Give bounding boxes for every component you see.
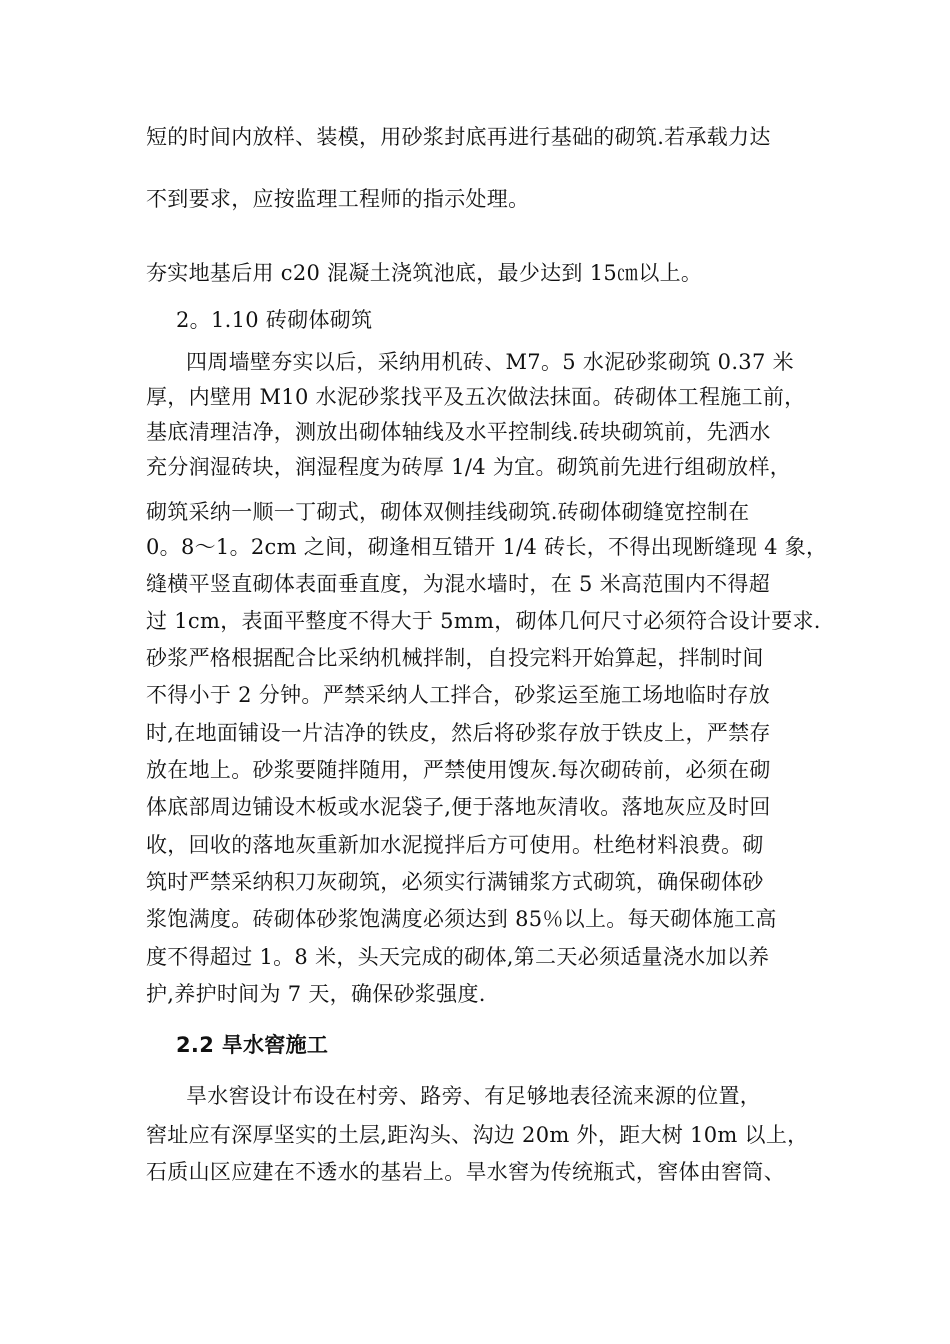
paragraph-line: 不得小于 2 分钟。严禁采纳人工拌合，砂浆运至施工场地临时存放	[146, 683, 771, 707]
paragraph-line: 浆饱满度。砖砌体砂浆饱满度必须达到 85％以上。每天砌体施工高	[146, 907, 777, 931]
paragraph-line: 收，回收的落地灰重新加水泥搅拌后方可使用。杜绝材料浪费。砌	[146, 833, 764, 857]
paragraph-line: 四周墙壁夯实以后，采纳用机砖、M7。5 水泥砂浆砌筑 0.37 米	[186, 350, 794, 374]
paragraph-line: 石质山区应建在不透水的基岩上。旱水窖为传统瓶式，窖体由窖筒、	[146, 1160, 785, 1184]
paragraph-line: 放在地上。砂浆要随拌随用，严禁使用馊灰.每次砌砖前，必须在砌	[146, 758, 771, 782]
paragraph-line: 夯实地基后用 c20 混凝土浇筑池底，最少达到 15㎝以上。	[146, 261, 703, 285]
paragraph-line: 旱水窖设计布设在村旁、路旁、有足够地表径流来源的位置，	[186, 1084, 762, 1108]
paragraph-line: 护,养护时间为 7 天，确保砂浆强度.	[146, 982, 486, 1006]
section-heading: 2.2 旱水窖施工	[176, 1033, 329, 1057]
paragraph-line: 体底部周边铺设木板或水泥袋子,便于落地灰清收。落地灰应及时回	[146, 795, 771, 819]
paragraph-line: 厚，内壁用 M10 水泥砂浆找平及五次做法抹面。砖砌体工程施工前，	[146, 385, 806, 409]
paragraph-line: 不到要求，应按监理工程师的指示处理。	[146, 187, 530, 211]
paragraph-line: 0。8～1。2cm 之间，砌逢相互错开 1/4 砖长，不得出现断缝现 4 象，	[146, 535, 828, 559]
paragraph-line: 时,在地面铺设一片洁净的铁皮，然后将砂浆存放于铁皮上，严禁存	[146, 721, 771, 745]
paragraph-line: 窖址应有深厚坚实的土层,距沟头、沟边 20m 外，距大树 10m 以上，	[146, 1123, 809, 1147]
paragraph-line: 砌筑采纳一顺一丁砌式，砌体双侧挂线砌筑.砖砌体砌缝宽控制在	[146, 500, 750, 524]
paragraph-line: 度不得超过 1。8 米，头天完成的砌体,第二天必须适量浇水加以养	[146, 945, 770, 969]
paragraph-line: 充分润湿砖块，润湿程度为砖厚 1/4 为宜。砌筑前先进行组砌放样，	[146, 455, 792, 479]
section-heading: 2。1.10 砖砌体砌筑	[176, 308, 373, 332]
paragraph-line: 砂浆严格根据配合比采纳机械拌制，自投完料开始算起，拌制时间	[146, 646, 764, 670]
paragraph-line: 基底清理洁净，测放出砌体轴线及水平控制线.砖块砌筑前，先洒水	[146, 420, 771, 444]
paragraph-line: 缝横平竖直砌体表面垂直度，为混水墙时，在 5 米高范围内不得超	[146, 572, 771, 596]
paragraph-line: 筑时严禁采纳积刀灰砌筑，必须实行满铺浆方式砌筑，确保砌体砂	[146, 870, 764, 894]
paragraph-line: 短的时间内放样、装模，用砂浆封底再进行基础的砌筑.若承载力达	[146, 125, 771, 149]
paragraph-line: 过 1cm，表面平整度不得大于 5mm，砌体几何尺寸必须符合设计要求.	[146, 609, 821, 633]
